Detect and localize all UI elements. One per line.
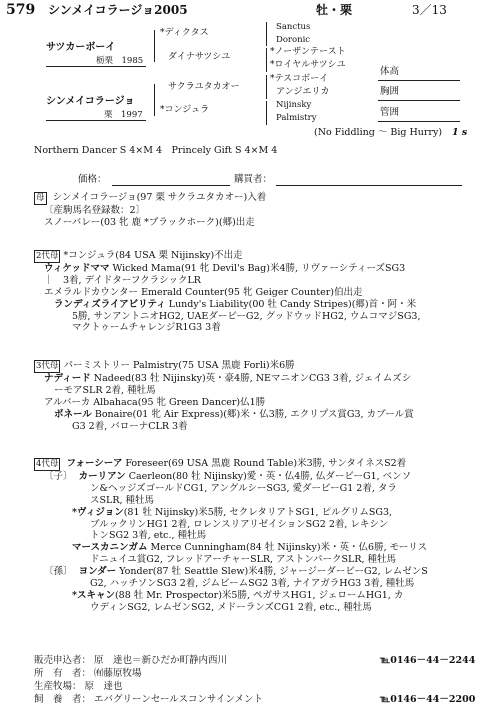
gen4-line-5: ブルックリンHG1 2着, ロレンスリアリゼイションSG2 2着, レキシン bbox=[90, 518, 389, 530]
gen2-line-2: ｜ 3着, デイドターフクラシックLR bbox=[44, 274, 201, 286]
price-label: 価格： bbox=[78, 174, 107, 185]
dam-section bbox=[34, 192, 490, 229]
gen4-grandchildren-mark: 〔孫〕 bbox=[44, 566, 73, 577]
gen4-line-12: ウディンSG2, レムゼンSG2, メドーランズCG1 2着, etc., 種牡馬 bbox=[90, 601, 372, 613]
gen4-line-1: Caerleon(80 牡 Nijinsky)愛・英・仏4勝, 仏ダービーG1, ベンソ bbox=[125, 471, 412, 482]
sire-dam: ダイナサツシユ bbox=[168, 52, 231, 62]
footer-keeper-value: エバグリーンセールスコンサインメント bbox=[94, 694, 264, 705]
footer-seller bbox=[34, 655, 227, 667]
sire-dam-dam: *ロイヤルサツシユ bbox=[270, 60, 346, 70]
sex-color: 牡・栗 bbox=[316, 3, 353, 17]
gen3-line-3: アルバーカ Albahaca(95 牝 Green Dancer)仏1勝 bbox=[44, 396, 266, 408]
footer-owner bbox=[34, 668, 142, 680]
gen4-line-2: ン&ヘッジズゴールドCG1, アングルシーSG3, 愛ダービーG1 2着, タラ bbox=[90, 482, 397, 494]
sire-sire: *ディクタス bbox=[160, 28, 209, 38]
footer-breeder bbox=[34, 681, 123, 693]
inbreeding: Northern Dancer S 4×M 4 Princely Gift S 4×M 4 bbox=[34, 145, 278, 156]
gen3-line-4: Bonaire(01 牝 Air Express)(郷)米・仏3勝, エクリプス賞G3, カブール賞 bbox=[91, 408, 414, 420]
sire-sire-dam: Doronic bbox=[276, 35, 311, 45]
gen3-line-5: G3 2着, バローナCLR 3着 bbox=[72, 420, 188, 432]
gen4-line-9: Yonder(87 牡 Seattle Slew)米4勝, ジャージーダービーG2, レムゼンS bbox=[116, 566, 428, 577]
third-dam-label: 3代母 bbox=[36, 361, 59, 371]
gen3-line-2: ーモアSLR 2着, 種牡馬 bbox=[54, 384, 156, 396]
gen4-children-mark: 〔子〕 bbox=[44, 471, 73, 482]
gen4-line-6: トンSG2 3着, etc., 種牡馬 bbox=[90, 530, 207, 542]
price-field bbox=[112, 174, 230, 186]
lot-number: 579 bbox=[6, 2, 36, 18]
gen4-line-11-bold: *スキャン bbox=[72, 589, 115, 601]
gen4-line-8: ドニュイユ賞G2, フレッドアーチャーSLR, アストンパークSLR, 種牡馬 bbox=[90, 554, 397, 566]
chest-label: 胸囲 bbox=[380, 86, 400, 97]
gen4-line-4: (81 牡 Nijinsky)米5勝, セクレタリアトSG1, ピルグリムSG3, bbox=[123, 506, 393, 518]
height-label: 体高 bbox=[380, 66, 400, 77]
gen4-line-10: G2, ハッチソンSG3 2着, ジムビームSG2 3着, ナイアガラHG3 3着, 種牡馬 bbox=[90, 577, 415, 589]
dam-dam-dam: Palmistry bbox=[276, 113, 317, 123]
footer-owner-label: 所 有 者： bbox=[34, 668, 92, 679]
gen4-line-1-bold: カーリアン bbox=[78, 471, 126, 482]
dam-sire-sire: *テスコボーイ bbox=[270, 74, 329, 84]
gen4-line-9-bold: ヨンダー bbox=[78, 566, 117, 577]
dam-info: 栗 1997 bbox=[104, 110, 143, 120]
footer-breeder-value: 原 達也 bbox=[84, 681, 123, 692]
second-dam-label: 2代母 bbox=[36, 251, 59, 261]
gen4-line-3: スSLR, 種牡馬 bbox=[90, 494, 155, 506]
gen4-line-11: (88 牡 Mr. Prospector)米5勝, ペガサスHG1, ジェロームHG1, カ bbox=[114, 589, 404, 601]
footer-seller-phone: ℡0146－44－2244 bbox=[380, 655, 476, 666]
gen2-line-3: エメラルドカウンター Emerald Counter(95 牝 Geiger Counter)伯出走 bbox=[44, 286, 363, 298]
dam-sire-dam: アンジエリカ bbox=[276, 87, 330, 97]
footer-keeper-phone: ℡0146－44－2200 bbox=[380, 694, 476, 705]
page-number: 3／13 bbox=[412, 3, 447, 17]
nick-suffix: 1 s bbox=[452, 127, 468, 138]
buyer-field bbox=[276, 174, 462, 186]
sire-dam-sire: *ノーザンテースト bbox=[270, 47, 346, 57]
gen4-line-0: Foreseer(69 USA 黒鹿 Round Table)米3勝, サンタイネスS2着 bbox=[122, 458, 407, 469]
footer-owner-value: ㈲藤原牧場 bbox=[94, 668, 142, 679]
sire-info: 栃栗 1985 bbox=[96, 56, 144, 66]
gen4-line-4-bold: *ヴィジョン bbox=[72, 506, 124, 518]
dam-line-2: 〔産駒馬名登録数：2〕 bbox=[44, 205, 146, 216]
gen2-line-4: Lundy's Liability(00 牡 Candy Stripes)(郷)首・阿・米 bbox=[165, 298, 417, 310]
fourth-dam-section bbox=[34, 458, 490, 614]
gen3-line-1: Nadeed(83 牡 Nijinsky)英・豪4勝, NEマニオンCG3 3着, ジェイムズシ bbox=[90, 373, 412, 384]
gen2-line-4-bold: ランディズライアビリティ bbox=[54, 298, 166, 310]
gen4-line-7: Merce Cunningham(84 牡 Nijinsky)米・英・仏6勝, モーリス bbox=[147, 542, 428, 554]
footer-breeder-label: 生産牧場： bbox=[34, 681, 82, 692]
fourth-dam-label: 4代母 bbox=[36, 459, 59, 469]
buyer-label: 購買者： bbox=[234, 174, 273, 185]
nick: (No Fiddling ～ Big Hurry) bbox=[314, 127, 443, 138]
gen2-line-6: マクトゥームチャレンジR1G3 3着 bbox=[72, 322, 221, 334]
footer-keeper-label: 飼 養 者： bbox=[34, 694, 92, 705]
third-dam-section bbox=[34, 360, 490, 432]
dam-dam: *コンジュラ bbox=[160, 105, 210, 115]
dam-sire: サクラユタカオー bbox=[168, 82, 240, 92]
gen2-line-1: Wicked Mama(91 牝 Devil's Bag)米4勝, リヴァーシティーズSG3 bbox=[109, 263, 406, 274]
dam-dam-sire: Nijinsky bbox=[276, 100, 312, 110]
footer-seller-label: 販売申込者： bbox=[34, 655, 92, 666]
dam-section-label: 母 bbox=[36, 193, 45, 203]
gen2-line-5: 5勝, サンアントニオHG2, UAEダービーG2, グッドウッドHG2, ウムコマジSG3, bbox=[72, 310, 421, 322]
footer-seller-value: 原 達也＝新ひだか町静内西川 bbox=[94, 655, 228, 666]
gen3-line-4-bold: ボネール bbox=[54, 408, 92, 420]
horse-name: シンメイコラージョ2005 bbox=[48, 3, 188, 17]
gen2-line-1-bold: ウィケッドママ bbox=[44, 263, 110, 274]
gen3-line-0: パーミストリー Palmistry(75 USA 黒鹿 Forli)米6勝 bbox=[63, 360, 295, 371]
sire-sire-sire: Sanctus bbox=[276, 22, 311, 32]
dam-name: シンメイコラージョ bbox=[46, 96, 135, 107]
gen3-line-1-bold: ナディード bbox=[44, 373, 91, 384]
gen2-line-0: *コンジュラ(84 USA 栗 Nijinsky)不出走 bbox=[63, 250, 243, 261]
sire-name: サツカーボーイ bbox=[46, 42, 116, 53]
dam-line-3: スノーバレー(03 牝 鹿 *ブラックホーク)(郷)出走 bbox=[44, 216, 255, 228]
footer-keeper bbox=[34, 694, 263, 706]
dam-line-1: シンメイコラージョ(97 栗 サクラユタカオー)入着 bbox=[52, 192, 267, 203]
gen4-line-0-bold: フォーシーア bbox=[66, 458, 123, 469]
second-dam-section bbox=[34, 250, 490, 334]
cannon-label: 管囲 bbox=[380, 107, 400, 118]
gen4-line-7-bold: マースカニンガム bbox=[72, 542, 148, 554]
